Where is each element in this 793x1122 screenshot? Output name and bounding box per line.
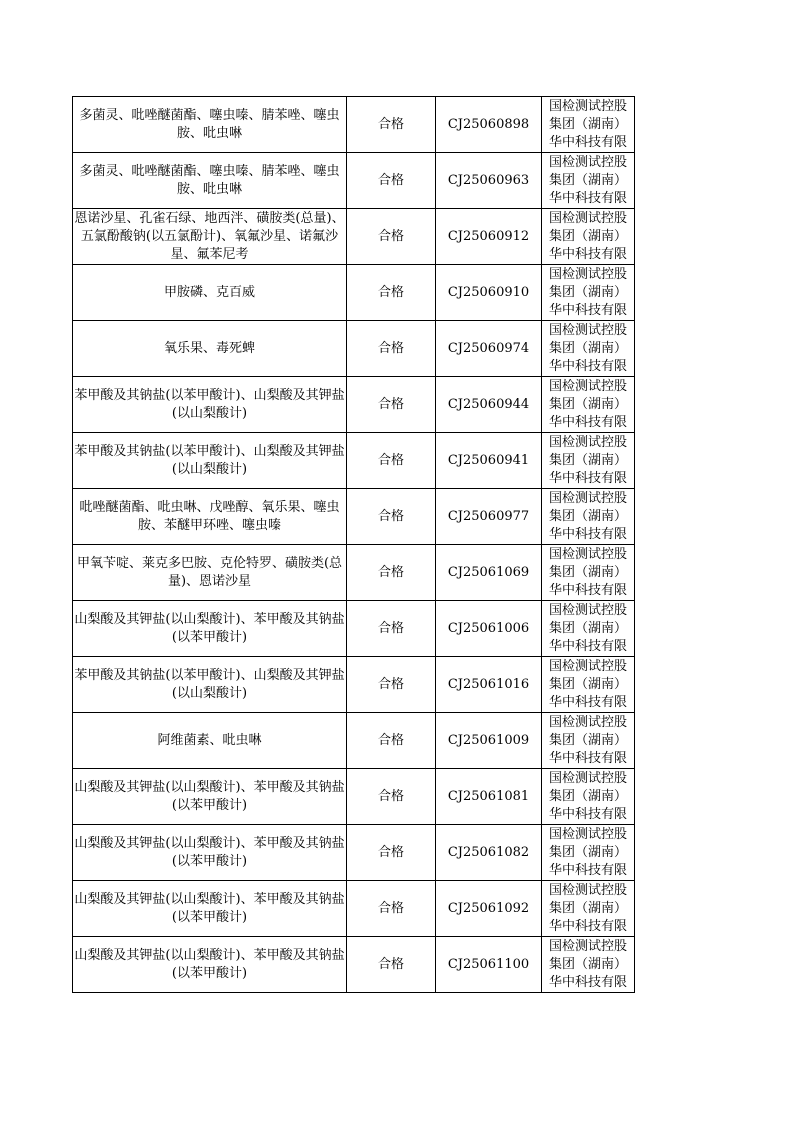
testing-org-line: 华中科技有限 — [548, 806, 627, 822]
testing-org-line: 集团（湖南） — [548, 228, 627, 244]
testing-org-line: 集团（湖南） — [548, 508, 627, 524]
sample-code-cell: CJ25061009 — [436, 713, 542, 769]
test-items-cell: 多菌灵、吡唑醚菌酯、噻虫嗪、腈苯唑、噻虫胺、吡虫啉 — [73, 97, 347, 153]
testing-org-line: 华中科技有限 — [548, 302, 627, 318]
testing-org-line: 国检测试控股 — [548, 826, 627, 842]
testing-org-line: 国检测试控股 — [548, 546, 627, 562]
sample-code-cell: CJ25061092 — [436, 881, 542, 937]
sample-code-cell: CJ25061081 — [436, 769, 542, 825]
testing-org-line: 华中科技有限 — [548, 414, 627, 430]
testing-org-line: 华中科技有限 — [548, 134, 627, 150]
test-items-cell: 阿维菌素、吡虫啉 — [73, 713, 347, 769]
table-row — [73, 657, 635, 713]
table-row — [73, 97, 635, 153]
testing-org-line: 国检测试控股 — [548, 938, 627, 954]
testing-org-line: 国检测试控股 — [548, 266, 627, 282]
sample-code-cell: CJ25061006 — [436, 601, 542, 657]
testing-org-line: 国检测试控股 — [548, 98, 627, 114]
testing-org-cell — [542, 433, 635, 489]
result-cell: 合格 — [347, 713, 436, 769]
testing-org-line: 国检测试控股 — [548, 322, 627, 338]
testing-org-cell — [542, 377, 635, 433]
testing-org-line: 国检测试控股 — [548, 714, 627, 730]
test-items-cell: 山梨酸及其钾盐(以山梨酸计)、苯甲酸及其钠盐(以苯甲酸计) — [73, 937, 347, 993]
result-cell: 合格 — [347, 489, 436, 545]
testing-org-line: 华中科技有限 — [548, 918, 627, 934]
test-items-cell: 山梨酸及其钾盐(以山梨酸计)、苯甲酸及其钠盐(以苯甲酸计) — [73, 825, 347, 881]
result-cell: 合格 — [347, 97, 436, 153]
test-items-cell: 山梨酸及其钾盐(以山梨酸计)、苯甲酸及其钠盐(以苯甲酸计) — [73, 601, 347, 657]
testing-org-line: 华中科技有限 — [548, 694, 627, 710]
testing-org-line: 华中科技有限 — [548, 526, 627, 542]
result-cell: 合格 — [347, 209, 436, 265]
table-row — [73, 713, 635, 769]
table-row — [73, 265, 635, 321]
sample-code-cell: CJ25060963 — [436, 153, 542, 209]
testing-org-line: 国检测试控股 — [548, 770, 627, 786]
testing-org-line: 华中科技有限 — [548, 974, 627, 990]
test-items-cell: 恩诺沙星、孔雀石绿、地西泮、磺胺类(总量)、五氯酚酸钠(以五氯酚计)、氧氟沙星、诺氟沙星、氟苯尼考 — [73, 209, 347, 265]
testing-org-line: 华中科技有限 — [548, 638, 627, 654]
testing-org-line: 集团（湖南） — [548, 116, 627, 132]
sample-code-cell: CJ25060910 — [436, 265, 542, 321]
result-cell: 合格 — [347, 545, 436, 601]
table-row — [73, 377, 635, 433]
testing-org-cell — [542, 489, 635, 545]
sample-code-cell: CJ25060944 — [436, 377, 542, 433]
testing-org-line: 集团（湖南） — [548, 396, 627, 412]
table-row — [73, 545, 635, 601]
test-items-cell: 氧乐果、毒死蜱 — [73, 321, 347, 377]
testing-org-line: 集团（湖南） — [548, 732, 627, 748]
test-items-cell: 吡唑醚菌酯、吡虫啉、戊唑醇、氧乐果、噻虫胺、苯醚甲环唑、噻虫嗪 — [73, 489, 347, 545]
testing-org-line: 集团（湖南） — [548, 172, 627, 188]
table-row — [73, 153, 635, 209]
result-cell: 合格 — [347, 433, 436, 489]
testing-org-line: 集团（湖南） — [548, 452, 627, 468]
table-row — [73, 825, 635, 881]
result-cell: 合格 — [347, 265, 436, 321]
testing-org-line: 华中科技有限 — [548, 862, 627, 878]
table-body — [73, 97, 635, 993]
table-row — [73, 601, 635, 657]
testing-org-cell — [542, 97, 635, 153]
testing-org-cell — [542, 937, 635, 993]
sample-code-cell: CJ25061016 — [436, 657, 542, 713]
testing-org-cell — [542, 153, 635, 209]
testing-org-cell — [542, 321, 635, 377]
sample-code-cell: CJ25060898 — [436, 97, 542, 153]
testing-org-cell — [542, 769, 635, 825]
table-row — [73, 769, 635, 825]
table-row — [73, 321, 635, 377]
sample-code-cell: CJ25061082 — [436, 825, 542, 881]
result-cell: 合格 — [347, 601, 436, 657]
testing-org-line: 集团（湖南） — [548, 900, 627, 916]
testing-org-cell — [542, 545, 635, 601]
table-row — [73, 881, 635, 937]
testing-org-line: 华中科技有限 — [548, 470, 627, 486]
testing-org-line: 国检测试控股 — [548, 378, 627, 394]
testing-org-line: 集团（湖南） — [548, 620, 627, 636]
sample-code-cell: CJ25060974 — [436, 321, 542, 377]
result-cell: 合格 — [347, 769, 436, 825]
result-cell: 合格 — [347, 825, 436, 881]
test-items-cell: 多菌灵、吡唑醚菌酯、噻虫嗪、腈苯唑、噻虫胺、吡虫啉 — [73, 153, 347, 209]
testing-org-line: 集团（湖南） — [548, 788, 627, 804]
testing-org-cell — [542, 601, 635, 657]
testing-org-cell — [542, 825, 635, 881]
testing-org-line: 国检测试控股 — [548, 602, 627, 618]
testing-org-line: 集团（湖南） — [548, 564, 627, 580]
result-cell: 合格 — [347, 937, 436, 993]
sample-code-cell: CJ25060912 — [436, 209, 542, 265]
testing-org-line: 国检测试控股 — [548, 434, 627, 450]
testing-org-cell — [542, 881, 635, 937]
table-row — [73, 489, 635, 545]
result-cell: 合格 — [347, 321, 436, 377]
table-row — [73, 937, 635, 993]
testing-org-line: 华中科技有限 — [548, 358, 627, 374]
testing-org-cell — [542, 265, 635, 321]
result-cell: 合格 — [347, 881, 436, 937]
test-items-cell: 甲氧苄啶、莱克多巴胺、克伦特罗、磺胺类(总量)、恩诺沙星 — [73, 545, 347, 601]
sample-code-cell: CJ25061069 — [436, 545, 542, 601]
test-items-cell: 苯甲酸及其钠盐(以苯甲酸计)、山梨酸及其钾盐(以山梨酸计) — [73, 657, 347, 713]
sample-code-cell: CJ25060977 — [436, 489, 542, 545]
test-items-cell: 甲胺磷、克百威 — [73, 265, 347, 321]
sample-code-cell: CJ25061100 — [436, 937, 542, 993]
testing-org-line: 集团（湖南） — [548, 340, 627, 356]
testing-org-line: 集团（湖南） — [548, 676, 627, 692]
sample-code-cell: CJ25060941 — [436, 433, 542, 489]
testing-org-cell — [542, 657, 635, 713]
testing-org-line: 国检测试控股 — [548, 210, 627, 226]
testing-org-line: 华中科技有限 — [548, 246, 627, 262]
testing-org-line: 集团（湖南） — [548, 284, 627, 300]
result-cell: 合格 — [347, 377, 436, 433]
test-items-cell: 苯甲酸及其钠盐(以苯甲酸计)、山梨酸及其钾盐(以山梨酸计) — [73, 377, 347, 433]
table-row — [73, 209, 635, 265]
testing-org-line: 华中科技有限 — [548, 190, 627, 206]
test-items-cell: 山梨酸及其钾盐(以山梨酸计)、苯甲酸及其钠盐(以苯甲酸计) — [73, 881, 347, 937]
test-items-cell: 苯甲酸及其钠盐(以苯甲酸计)、山梨酸及其钾盐(以山梨酸计) — [73, 433, 347, 489]
table-row — [73, 433, 635, 489]
testing-org-line: 华中科技有限 — [548, 750, 627, 766]
result-cell: 合格 — [347, 153, 436, 209]
inspection-results-table — [72, 96, 635, 993]
test-items-cell: 山梨酸及其钾盐(以山梨酸计)、苯甲酸及其钠盐(以苯甲酸计) — [73, 769, 347, 825]
testing-org-line: 华中科技有限 — [548, 582, 627, 598]
result-cell: 合格 — [347, 657, 436, 713]
testing-org-cell — [542, 713, 635, 769]
testing-org-line: 国检测试控股 — [548, 154, 627, 170]
testing-org-cell — [542, 209, 635, 265]
testing-org-line: 集团（湖南） — [548, 956, 627, 972]
testing-org-line: 国检测试控股 — [548, 490, 627, 506]
testing-org-line: 国检测试控股 — [548, 882, 627, 898]
testing-org-line: 国检测试控股 — [548, 658, 627, 674]
testing-org-line: 集团（湖南） — [548, 844, 627, 860]
